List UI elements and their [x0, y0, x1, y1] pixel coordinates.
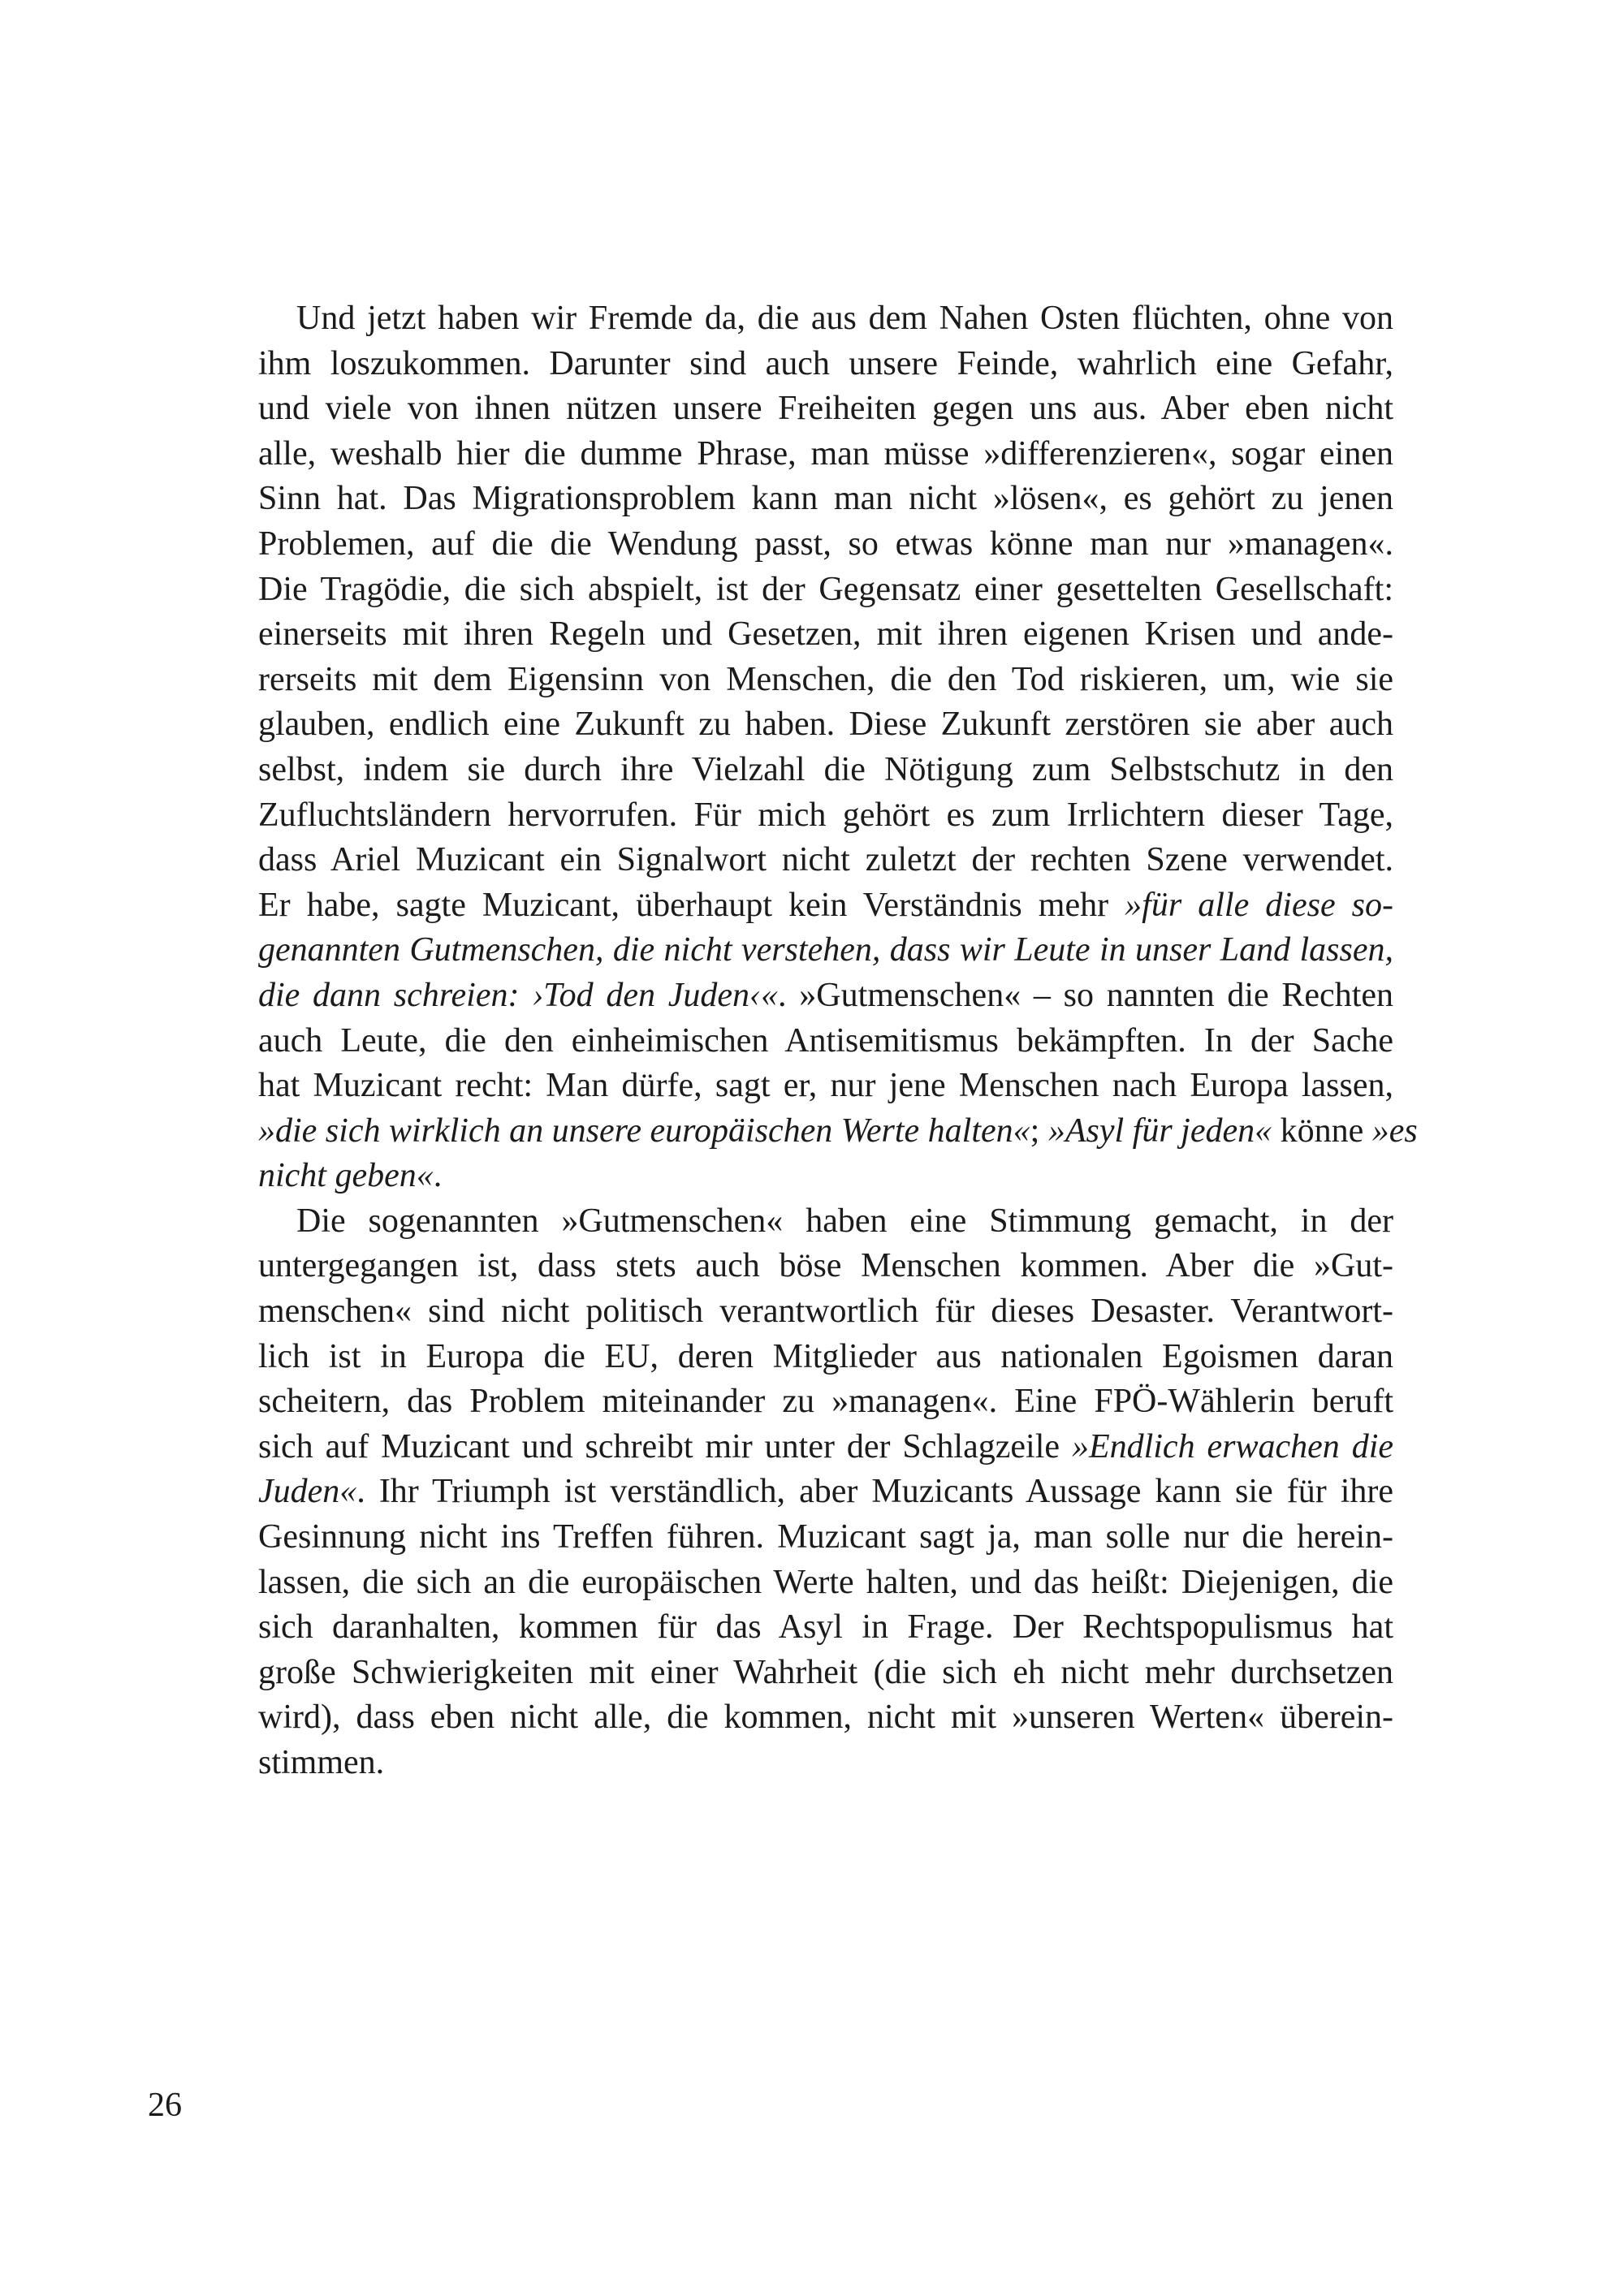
text-line: [258, 1199, 1393, 1245]
text-line: [258, 1470, 1393, 1515]
text-line: [258, 748, 1393, 793]
text-run: auch Leute, die den einheimischen Antisemitismus bekämpften. In der Sache: [258, 1021, 1393, 1060]
text-run: ;: [1030, 1111, 1048, 1150]
text-run: Und jetzt haben wir Fremde da, die aus dem Nahen Osten flüchten, ohne von: [296, 300, 1393, 337]
text-line: [258, 1109, 1418, 1155]
text-run: alle, weshalb hier die dumme Phrase, man müsse »differenzieren«, sogar einen: [258, 434, 1393, 473]
text-run: . »Gutmenschen« – so nannten die Rechten: [778, 976, 1394, 1014]
text-run: scheitern, das Problem miteinander zu »managen«. Eine FPÖ-Wählerin beruft: [258, 1383, 1393, 1421]
text-line: [258, 658, 1393, 703]
text-run: sich auf Muzicant und schreibt mir unter der Schlagzeile: [258, 1427, 1072, 1465]
text-line: [258, 1651, 1393, 1696]
text-line: [258, 1741, 1393, 1786]
text-line: [258, 477, 1393, 522]
text-run: lich ist in Europa die EU, deren Mitglieder aus nationalen Egoismen daran: [258, 1337, 1393, 1375]
text-run: hat Muzicant recht: Man dürfe, sagt er, nur jene Menschen nach Europa lassen,: [258, 1067, 1393, 1105]
text-line: [258, 522, 1393, 568]
text-run: selbst, indem sie durch ihre Vielzahl die Nötigung zum Selbstschutz in den: [258, 750, 1393, 788]
text-run: glauben, endlich eine Zukunft zu haben. Diese Zukunft zerstören sie aber auch: [258, 706, 1393, 744]
text-line: [258, 838, 1393, 883]
text-run: ihm loszukommen. Darunter sind auch unsere Feinde, wahrlich eine Gefahr,: [258, 344, 1393, 382]
text-line: [258, 342, 1393, 387]
italic-quote: die dann schreien: ›Tod den Juden‹«: [258, 976, 779, 1014]
text-run: dass Ariel Muzicant ein Signalwort nicht zuletzt der rechten Szene verwendet.: [258, 841, 1393, 879]
body-text: [258, 296, 1418, 1786]
text-line: [258, 1335, 1393, 1380]
text-line: [258, 612, 1393, 658]
text-run: .: [433, 1157, 443, 1195]
text-line: [258, 568, 1393, 613]
text-run: Zufluchtsländern hervorrufen. Für mich gehört es zum Irrlichtern dieser Tage,: [258, 796, 1393, 834]
text-run: und viele von ihnen nützen unsere Freiheiten gegen uns aus. Aber eben nicht: [258, 390, 1393, 428]
text-line: [258, 883, 1393, 929]
text-run: Er habe, sagte Muzicant, überhaupt kein Verständnis mehr: [258, 886, 1125, 924]
text-run: rerseits mit dem Eigensinn von Menschen, die den Tod riskieren, um, wie sie: [258, 660, 1393, 698]
italic-quote: »die sich wirklich an unsere europäischen Werte halten«: [258, 1111, 1030, 1150]
text-run: große Schwierigkeiten mit einer Wahrheit (die sich eh nicht mehr durchsetzen: [258, 1653, 1393, 1691]
text-line: [258, 1244, 1393, 1289]
text-run: lassen, die sich an die europäischen Werte halten, und das heißt: Diejenigen, die: [258, 1563, 1393, 1601]
text-line: [258, 793, 1393, 839]
text-line: [258, 1379, 1393, 1425]
text-run: wird), dass eben nicht alle, die kommen, nicht mit »unseren Werten« überein-: [258, 1698, 1393, 1737]
text-line: [258, 1154, 1393, 1199]
text-run: stimmen.: [258, 1744, 385, 1781]
text-line: [258, 1425, 1393, 1470]
italic-quote: »für alle diese so-: [1125, 886, 1394, 924]
text-run: einerseits mit ihren Regeln und Gesetzen, mit ihren eigenen Krisen und ande-: [258, 615, 1393, 654]
text-line: [258, 1515, 1393, 1560]
italic-quote: »Endlich erwachen die: [1071, 1427, 1394, 1465]
text-run: . Ihr Triumph ist verständlich, aber Muzicants Aussage kann sie für ihre: [356, 1473, 1393, 1511]
page-number: 26: [148, 2087, 182, 2124]
text-line: [258, 386, 1393, 432]
text-line: [258, 702, 1393, 748]
text-run: könne: [1272, 1111, 1372, 1150]
text-line: [258, 1605, 1393, 1651]
text-run: Die sogenannten »Gutmenschen« haben eine Stimmung gemacht, in der: [296, 1202, 1393, 1240]
italic-quote: Juden«: [258, 1473, 357, 1511]
italic-quote: »es: [1371, 1111, 1418, 1150]
text-line: [258, 1019, 1393, 1064]
italic-quote: nicht geben«: [258, 1157, 434, 1195]
text-line: [258, 296, 1393, 342]
text-run: Problemen, auf die die Wendung passt, so etwas könne man nur »managen«.: [258, 524, 1393, 563]
text-line: [258, 1560, 1393, 1606]
text-run: Sinn hat. Das Migrationsproblem kann man nicht »lösen«, es gehört zu jenen: [258, 480, 1393, 518]
text-run: Die Tragödie, die sich abspielt, ist der Gegensatz einer gesettelten Gesellschaft:: [258, 570, 1393, 608]
italic-quote: genannten Gutmenschen, die nicht verstehen, dass wir Leute in unser Land lassen,: [258, 931, 1393, 969]
text-line: [258, 973, 1393, 1019]
text-run: Gesinnung nicht ins Treffen führen. Muzicant sagt ja, man solle nur die herein-: [258, 1518, 1393, 1556]
text-line: [258, 928, 1393, 973]
italic-quote: »Asyl für jeden«: [1047, 1111, 1272, 1150]
text-run: untergegangen ist, dass stets auch böse Menschen kommen. Aber die »Gut-: [258, 1247, 1393, 1285]
text-run: sich daranhalten, kommen für das Asyl in Frage. Der Rechtspopulismus hat: [258, 1608, 1393, 1647]
text-line: [258, 1289, 1393, 1335]
text-line: [258, 432, 1393, 477]
text-line: [258, 1064, 1393, 1109]
text-line: [258, 1695, 1393, 1741]
text-run: menschen« sind nicht politisch verantwortlich für dieses Desaster. Verantwort-: [258, 1293, 1393, 1331]
